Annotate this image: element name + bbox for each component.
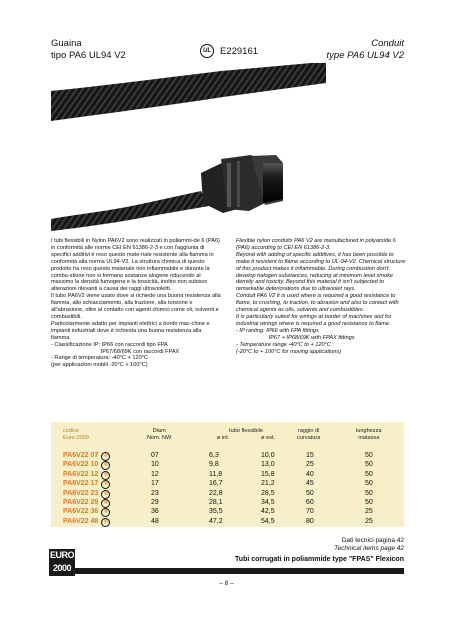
logo-line1: EURO [49,550,74,560]
cell-code: PA6V22 10 ® [63,461,110,470]
col-header-ext: ø est. [261,435,276,441]
title-en-line1: Conduit [371,38,404,49]
cell-nw: 36 [151,508,159,516]
cell-int: 28,1 [209,499,223,506]
text-it-6: (per applicazioni mobili -20°C + 100°C) [51,362,148,369]
euro-2000-logo [49,549,75,576]
title-en-line2: type PA6 UL94 V2 [326,49,404,61]
cell-ext: 34,5 [261,499,275,506]
cell-code: PA6V22 23 ® [63,490,110,499]
cell-int: 16,7 [209,480,223,488]
logo-line2: 2000 [52,563,72,573]
text-en-0: Flexible nylon conduits PA6 V2 are manufactured in polyamide 6 (PA6) according to CEI EN 61386-2-3. [236,238,396,251]
col-header-code-line2: Euro 2000 [63,435,89,441]
specs-table [51,422,404,527]
ul-certification-icon: UL [200,44,214,58]
cell-radius: 45 [306,480,314,488]
cell-ext: 15,8 [261,470,275,478]
cell-nw: 23 [151,489,159,497]
text-en-2: Conduit PA6 V2 it is used where is required a good resistance to flame, to crushing, to traction, to abrasion and also to contact with chemical agents as oils, solvents and combustibles. [236,293,399,314]
cell-ext: 28,5 [261,489,275,497]
conduit-product-image [51,63,404,233]
cell-code: PA6V22 12 ® [63,471,110,480]
table-row [51,518,404,528]
text-en-1: Beyond with adding of specific additives, it has been possible to make it resistent to flame according to UL-94-V2. Chemical structure of this product makes it inflammable. During combustion don't develop halogen substances, reducing at minimum level smoke density and toxicity. Beyond this material it isn't subjected to remarkable deteriorations due to ultraviolet rays. [236,251,406,293]
cell-int: 22,8 [209,489,223,497]
registered-icon: ® [101,471,110,480]
cell-length: 50 [365,499,373,506]
cell-int: 9,8 [209,461,219,469]
registered-icon: ® [101,490,110,499]
registered-icon: ® [101,461,110,470]
col-header-radius [297,428,320,442]
text-it-4: IP67/68/69K con raccordi FPAX [51,348,180,355]
certification-number: E229161 [220,45,259,57]
cell-length: 50 [365,461,373,469]
cell-radius: 25 [306,461,314,469]
col-header-diam-line1: Diam [152,428,166,434]
footer-rule [75,568,404,574]
tech-en: Technical items page 42 [334,545,404,552]
cell-length: 50 [365,480,373,488]
cell-int: 11,8 [209,470,223,478]
cell-int: 47,2 [209,517,223,525]
cell-radius: 40 [306,470,314,478]
registered-icon: ® [101,508,110,517]
cell-code: PA6V22 17 ® [63,480,110,489]
text-en-3: It is particularly suited for wirings at border of machines and for industrial wirings where is required a good resistance to flame. [236,313,392,327]
cell-length: 50 [365,489,373,497]
technical-reference [334,537,404,553]
col-header-length-line1: lunghezza [356,428,382,434]
header-left [51,38,126,61]
col-header-tube [201,428,291,442]
cell-code: PA6V22 07 ® [63,452,110,461]
col-header-length [356,428,382,442]
cell-nw: 48 [151,517,159,525]
description-italian [51,238,221,369]
text-en-7: (-20°C to + 100°C for moving applications) [236,348,342,355]
cell-nw: 07 [151,452,159,459]
tech-it: Dati tecnici pagina 42 [341,537,404,544]
cell-nw: 17 [151,480,159,488]
col-header-length-line2: matassa [358,435,380,441]
header-right [327,38,404,61]
col-header-radius-line2: curvatura [297,435,321,441]
title-it-line1: Guaina [51,38,82,49]
page-number: – 8 – [219,580,234,587]
cell-radius: 70 [306,508,314,516]
cell-ext: 10,0 [261,452,275,459]
text-it-1: Il tubo PA6V2 viene usato dove si richiede una buona resistenza alla fiamma, allo schiacciamento, alla trazione, alla torsione e all'abrasione, oltre al contatto con agenti chimici come oli, solventi e combustibili. [51,293,221,320]
text-en-4: - IP ranting: IP66 with FPA fittings [236,327,319,334]
cell-length: 25 [365,517,373,525]
text-en-5: IP67 + IP68/69K with FPAX fittings [236,334,355,341]
cell-ext: 21,2 [261,480,275,488]
col-header-code [63,428,89,442]
title-it-line2: tipo PA6 UL94 V2 [51,49,126,61]
col-header-diam [147,428,171,442]
registered-icon: ® [101,499,110,508]
cell-int: 35,5 [209,508,223,516]
col-header-int: ø int. [216,435,230,441]
cell-code: PA6V22 48 ® [63,518,110,527]
text-it-3: - Classificazione IP: IP66 con raccordi tipo FPA [51,341,168,348]
registered-icon: ® [101,518,110,527]
cell-radius: 50 [306,489,314,497]
certification [200,44,258,58]
col-header-diam-line2: Nom. NW [147,435,172,441]
cell-nw: 10 [151,461,159,469]
text-it-5: - Range di temperatura: -40°C + 120°C [51,355,148,362]
registered-icon: ® [101,452,110,461]
cell-ext: 54,5 [261,517,275,525]
cell-nw: 12 [151,470,159,478]
cell-length: 25 [365,508,373,516]
cell-ext: 42,5 [261,508,275,516]
cell-ext: 13,0 [261,461,275,469]
text-en-6: - Temperature range -40°C to + 120°C [236,341,331,348]
cell-radius: 80 [306,517,314,525]
col-header-code-line1: codice [63,428,80,434]
description-english [236,238,406,355]
cell-int: 6,3 [209,452,219,459]
col-header-tube-line1: tubo flessibile [229,428,263,434]
col-header-radius-line1: raggio di [297,428,320,434]
footer-title: Tubi corrugati in poliammide type "FPAS" Flexicon [235,556,404,563]
text-it-2: Particolarmente adatto per impianti elettrici a bordo mac-chine e impianti industriali dove è richiesta una buona resistenza alla fiamma. [51,320,210,341]
cell-code: PA6V22 36 ® [63,508,110,517]
cell-code: PA6V22 29 ® [63,499,110,508]
cell-radius: 15 [306,452,314,459]
cell-length: 50 [365,452,373,459]
cell-radius: 60 [306,499,314,506]
text-it-0: I tubi flessibili in Nylon PA6V2 sono realizzati in poliammi-de 6 (PA6) in conformità alle norme CEI EN 61386-2-3 e con l'aggiunta di specifici additivi è reso questo mate-riale resistente alla fiamma in conformità alla norma UL94-V2. La struttura chimica di questo prodotto ha reso questo materiale non infiammabile e durante la combu-stione non si formano sostanze alogene riducendo al massimo la densità fumogena e la tossicità, inoltre non subisce alterazioni rilevanti a causa dei raggi ultravioletti. [51,238,220,293]
cell-length: 50 [365,470,373,478]
cell-nw: 29 [151,499,159,506]
registered-icon: ® [101,480,110,489]
